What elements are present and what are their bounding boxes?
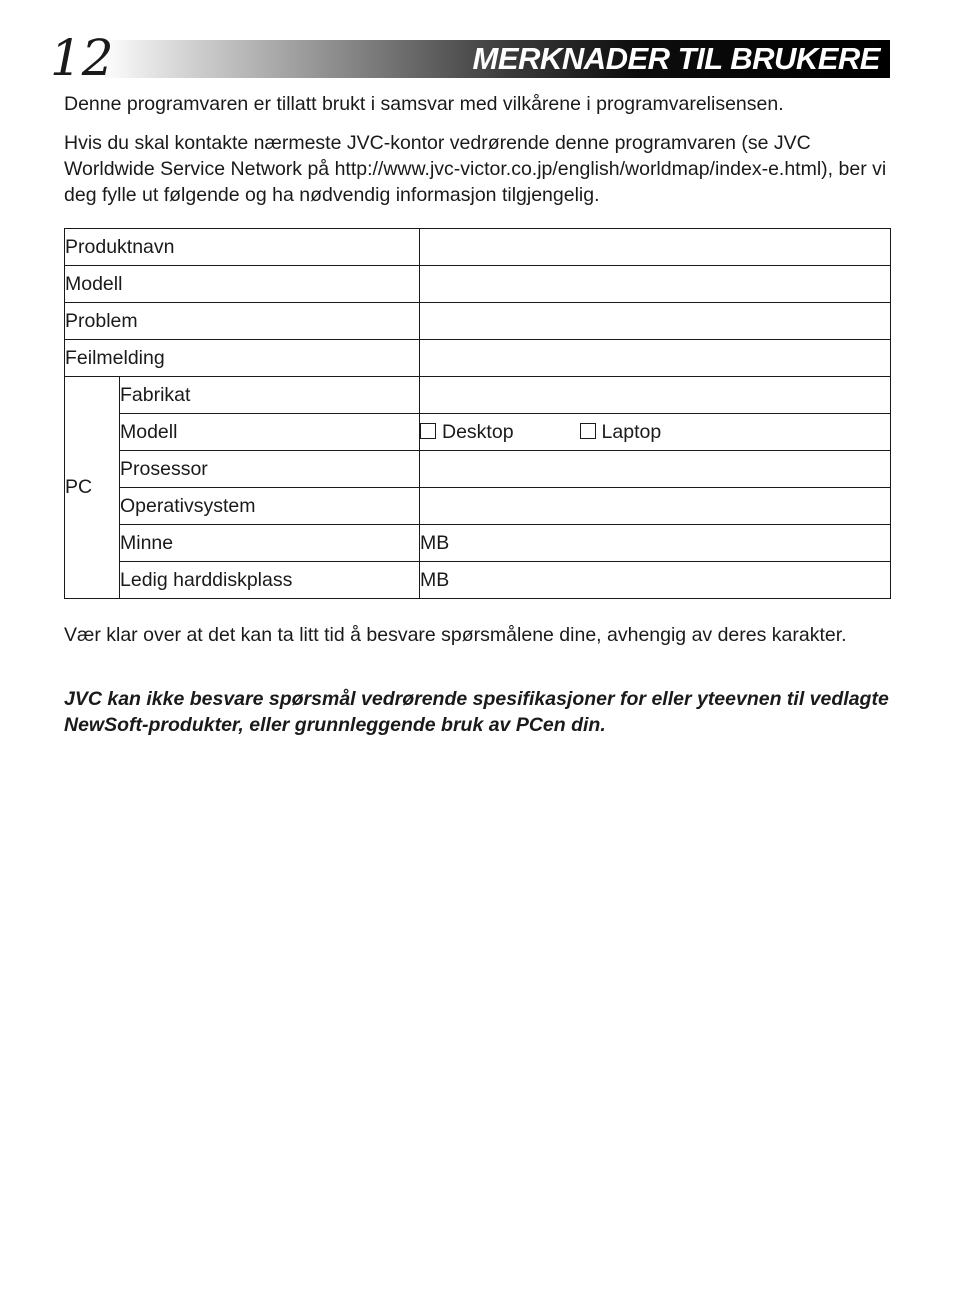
form-value-field [420, 414, 891, 451]
form-value-field[interactable] [420, 525, 891, 562]
form-label: Prosessor [120, 451, 420, 488]
form-row-pc-os [65, 488, 891, 525]
form-value-field[interactable] [420, 377, 891, 414]
page-number: 12 [50, 29, 114, 87]
form-label: Problem [65, 303, 420, 340]
form-value-field[interactable] [420, 266, 891, 303]
pc-group-label: PC [65, 377, 120, 599]
form-value-field[interactable] [420, 451, 891, 488]
form-row-problem [65, 303, 891, 340]
form-row-product-name [65, 229, 891, 266]
form-row-model [65, 266, 891, 303]
form-row-error-message [65, 340, 891, 377]
intro-paragraph-contact: Hvis du skal kontakte nærmeste JVC-kontor vedrørende denne programvaren (se JVC Worldwide Service Network på http://www.jvc-victor.co.jp/english/worldmap/index-e.html), ber vi deg fylle ut følgende og ha nødvendig informasjon tilgjengelig. [64, 132, 887, 206]
form-value-field[interactable] [420, 303, 891, 340]
header-bar [100, 40, 890, 78]
form-value-field[interactable] [420, 562, 891, 599]
form-label: Ledig harddiskplass [120, 562, 420, 599]
response-time-note: Vær klar over at det kan ta litt tid å besvare spørsmålene dine, avhengig av deres karakter. [64, 624, 847, 646]
form-value-field[interactable] [420, 229, 891, 266]
customer-info-form [64, 228, 891, 599]
page-title: MERKNADER TIL BRUKERE [472, 41, 880, 76]
intro-paragraph-license: Denne programvaren er tillatt brukt i samsvar med vilkårene i programvarelisensen. [64, 93, 784, 115]
form-label: Feilmelding [65, 340, 420, 377]
checkbox-label: Desktop [442, 420, 514, 443]
form-value-field[interactable] [420, 488, 891, 525]
laptop-checkbox[interactable] [580, 421, 662, 444]
form-row-pc-memory [65, 525, 891, 562]
form-row-pc-make [65, 377, 891, 414]
desktop-checkbox[interactable] [420, 421, 514, 444]
form-label: Fabrikat [120, 377, 420, 414]
form-row-pc-processor [65, 451, 891, 488]
form-label: Minne [120, 525, 420, 562]
form-label: Produktnavn [65, 229, 420, 266]
unit-label: MB [420, 531, 450, 554]
form-value-field[interactable] [420, 340, 891, 377]
form-label: Modell [65, 266, 420, 303]
form-row-pc-model [65, 414, 891, 451]
checkbox-square-icon[interactable] [580, 423, 596, 439]
checkbox-label: Laptop [601, 420, 662, 443]
form-row-pc-disk-space [65, 562, 891, 599]
unit-label: MB [420, 568, 450, 591]
form-label: Modell [120, 414, 420, 451]
checkbox-square-icon[interactable] [420, 423, 436, 439]
form-label: Operativsystem [120, 488, 420, 525]
support-disclaimer: JVC kan ikke besvare spørsmål vedrørende spesifikasjoner for eller yteevnen til vedlagte NewSoft-produkter, eller grunnleggende bruk av PCen din. [64, 688, 889, 736]
